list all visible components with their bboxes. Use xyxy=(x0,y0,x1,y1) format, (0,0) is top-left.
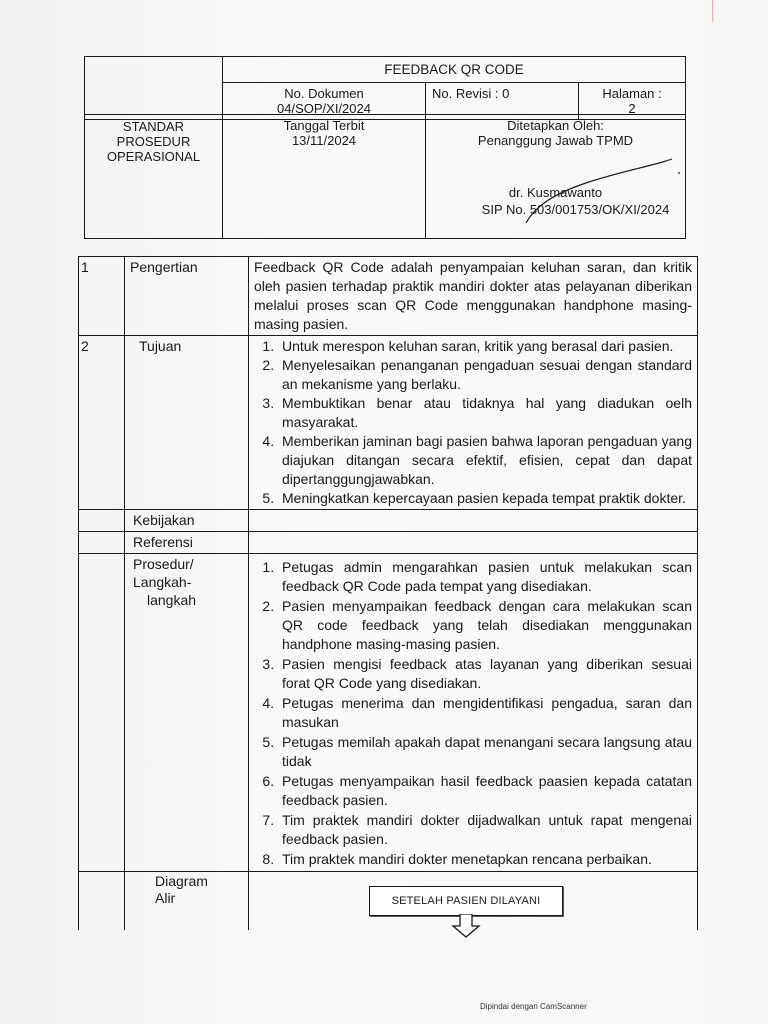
sop-header-table xyxy=(84,56,686,120)
sop-label-line2: PROSEDUR xyxy=(116,134,191,149)
list-item: 8. Tim praktek mandiri dokter menetapkan rencana perbaikan. xyxy=(278,850,692,869)
section-tujuan-content xyxy=(249,336,698,510)
section-number: 2 xyxy=(79,336,125,510)
list-item: 7. Tim praktek mandiri dokter dijadwalkan untuk rapat mengenai feedback pasien. xyxy=(278,811,692,849)
list-item: 4. Memberikan jaminan bagi pasien bahwa laporan pengaduan yang diajukan ditangan secara efektif, efisien, cepat dan dapat dipertanggungjawabkan. xyxy=(278,432,692,489)
issue-date-value: 13/11/2024 xyxy=(291,133,357,148)
edge-mark xyxy=(712,0,713,22)
page-label: Halaman : xyxy=(602,86,662,101)
list-item: 5. Petugas memilah apakah dapat menangani secara langsung atau tidak xyxy=(278,733,692,771)
logo-cell xyxy=(85,57,223,120)
section-label xyxy=(125,554,249,872)
approved-by-label: Ditetapkan Oleh: xyxy=(507,118,604,133)
section-kebijakan xyxy=(79,510,698,532)
document-title: FEEDBACK QR CODE xyxy=(223,57,686,83)
sip-number: SIP No. 503/001753/OK/XI/2024 xyxy=(481,202,670,217)
list-item: 1. Untuk merespon keluhan saran, kritik yang berasal dari pasien. xyxy=(278,337,692,356)
sop-label-line1: STANDAR xyxy=(122,119,185,134)
diagram-label-line1: Diagram xyxy=(155,873,208,889)
section-number xyxy=(79,510,125,532)
page-value: 2 xyxy=(628,101,636,116)
section-number: 1 xyxy=(79,257,125,336)
prosedur-list xyxy=(254,558,692,869)
prosedur-label-line2: Langkah- xyxy=(133,574,192,590)
section-label: Tujuan xyxy=(125,336,249,510)
list-item: 4. Petugas menerima dan mengidentifikasi pengadua, saran dan masukan xyxy=(278,694,692,732)
prosedur-label-line3: langkah xyxy=(147,592,197,608)
revision-label: No. Revisi : 0 xyxy=(432,86,510,101)
section-diagram xyxy=(79,872,698,931)
list-item: 3. Pasien mengisi feedback atas layanan yang diberikan sesuai forat QR Code yang disediakan. xyxy=(278,655,692,693)
section-pengertian-text: Feedback QR Code adalah penyampaian keluhan saran, dan kritik oleh pasien terhadap praktik mandiri dokter atas pelayanan diberikan melalui proses scan QR Code menggunakan handphone masing-masing pasien. xyxy=(249,257,698,336)
signer-name: dr. Kusmawanto xyxy=(508,185,603,200)
section-number xyxy=(79,532,125,554)
list-item: 6. Petugas menyampaikan hasil feedback paasien kepada catatan feedback pasien. xyxy=(278,772,692,810)
section-prosedur-content xyxy=(249,554,698,872)
sop-label-cell xyxy=(85,115,223,239)
section-referensi xyxy=(79,532,698,554)
section-prosedur xyxy=(79,554,698,872)
section-label: Pengertian xyxy=(125,257,249,336)
section-referensi-text xyxy=(249,532,698,554)
approved-by-value: Penanggung Jawab TPMD xyxy=(477,133,634,148)
prosedur-label-line1: Prosedur/ xyxy=(133,556,194,572)
section-label xyxy=(125,872,249,931)
section-number xyxy=(79,872,125,931)
section-kebijakan-text xyxy=(249,510,698,532)
approval-cell xyxy=(426,115,686,239)
flow-down-arrow-icon xyxy=(451,914,481,938)
sop-header-table-lower xyxy=(84,114,686,239)
section-tujuan xyxy=(79,336,698,510)
list-item: 1. Petugas admin mengarahkan pasien untuk melakukan scan feedback QR Code pada tempat yang disediakan. xyxy=(278,558,692,596)
section-label: Kebijakan xyxy=(125,510,249,532)
sop-label-line3: OPERASIONAL xyxy=(106,149,201,164)
section-number xyxy=(79,554,125,872)
list-item: 2. Menyelesaikan penanganan pengaduan sesuai dengan standard an mekanisme yang berlaku. xyxy=(278,356,692,394)
issue-date-label: Tanggal Terbit xyxy=(283,118,365,133)
doc-number-value: 04/SOP/XI/2024 xyxy=(277,101,371,116)
diagram-label-line2: Alir xyxy=(155,890,176,906)
tujuan-list xyxy=(254,337,692,508)
section-label: Referensi xyxy=(125,532,249,554)
list-item: 2. Pasien menyampaikan feedback dengan cara melakukan scan QR code feedback yang telah disediakan menggunakan handphone masing-masing pasien. xyxy=(278,597,692,654)
list-item: 5. Meningkatkan kepercayaan pasien kepada tempat praktik dokter. xyxy=(278,489,692,508)
sop-body-table xyxy=(78,256,698,930)
list-item: 3. Membuktikan benar atau tidaknya hal yang diadukan oelh masyarakat. xyxy=(278,394,692,432)
doc-number-label: No. Dokumen xyxy=(284,86,364,101)
scanner-watermark: Dipindai dengan CamScanner xyxy=(480,1002,587,1011)
section-pengertian xyxy=(79,257,698,336)
issue-date-cell xyxy=(223,115,426,239)
flow-diagram-area xyxy=(249,872,698,931)
flow-start-box: SETELAH PASIEN DILAYANI xyxy=(369,886,563,916)
